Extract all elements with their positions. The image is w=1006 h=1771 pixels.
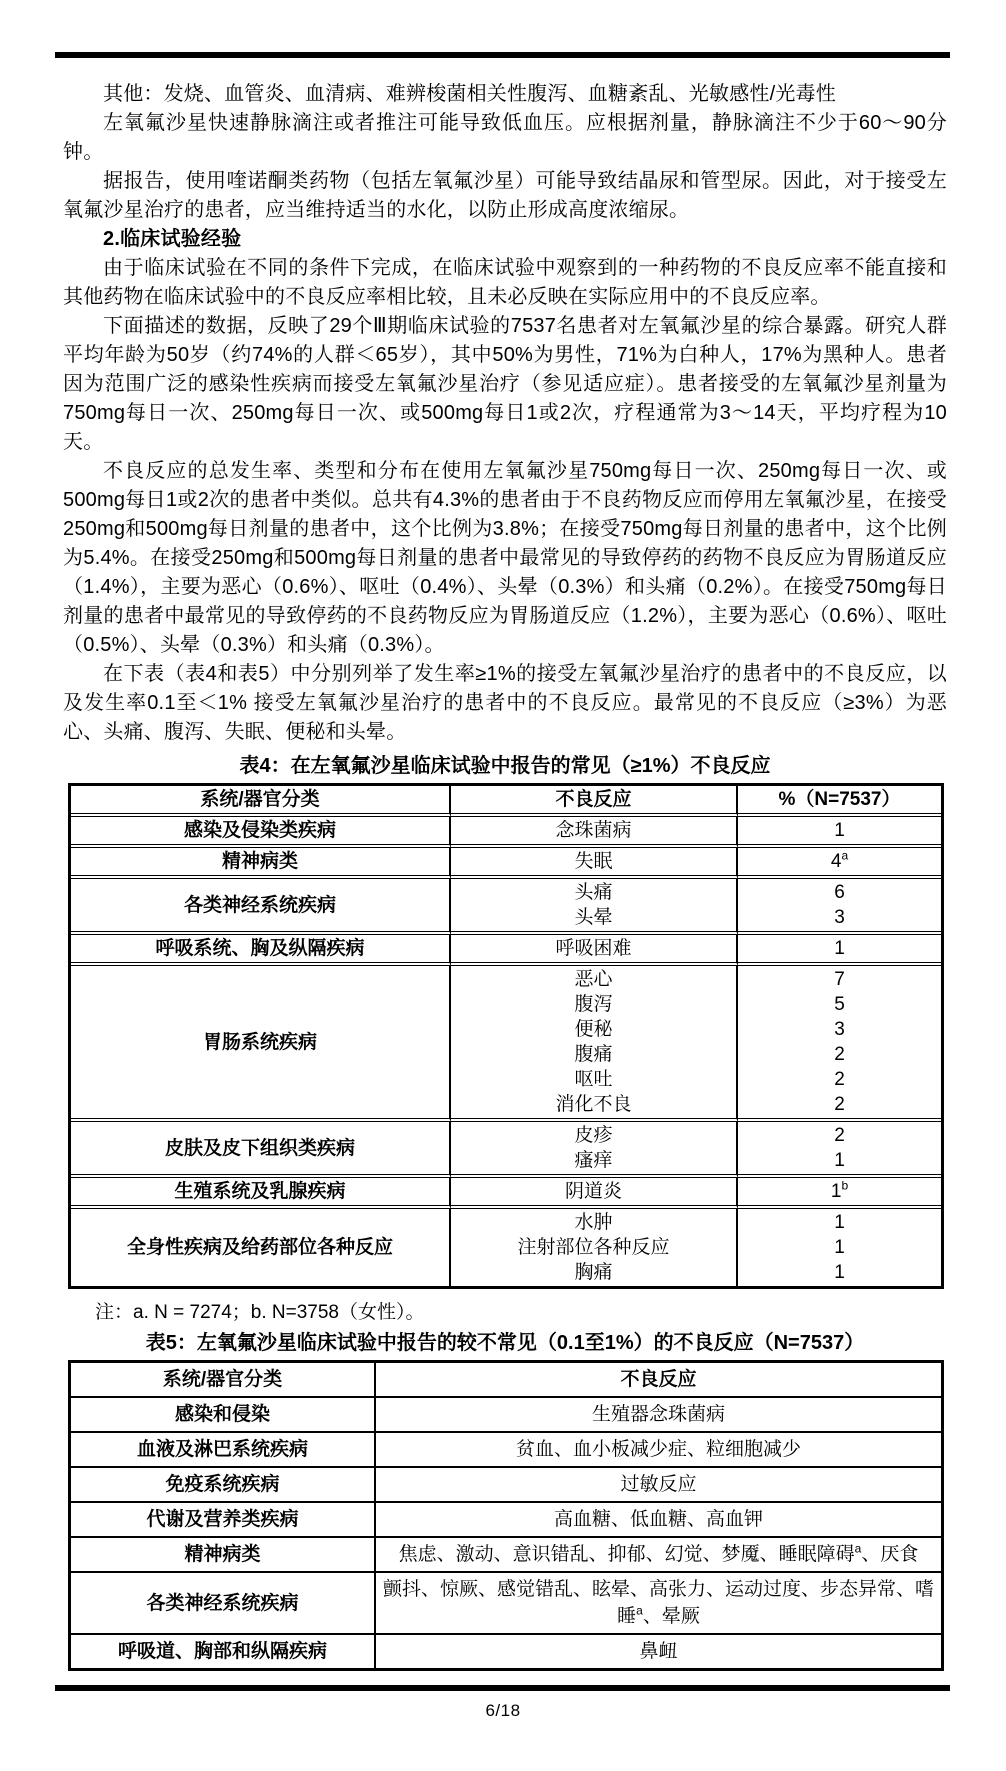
reaction-percent: 1 xyxy=(834,1212,845,1233)
table4-header-system: 系统/器官分类 xyxy=(71,786,451,817)
reaction-name: 呼吸困难 xyxy=(555,938,632,959)
body-paragraph: 其他：发烧、血管炎、血清病、难辨梭菌相关性腹泻、血糖紊乱、光敏感性/光毒性 xyxy=(103,83,836,105)
table-row xyxy=(71,817,941,848)
percent-cell xyxy=(738,1209,941,1286)
reaction-cell xyxy=(451,1178,738,1209)
percent-cell xyxy=(738,1122,941,1178)
reaction-name: 水肿 xyxy=(574,1212,613,1233)
body-paragraphs xyxy=(63,80,947,747)
system-organ-cell: 感染及侵染类疾病 xyxy=(71,817,451,848)
table4-header-percent: %（N=7537） xyxy=(738,786,941,817)
page-content xyxy=(63,80,947,1671)
reaction-cell: 鼻衄 xyxy=(639,1641,678,1662)
reaction-percent: 3 xyxy=(834,907,845,928)
reaction-name: 瘙痒 xyxy=(574,1150,613,1171)
reaction-percent: 3 xyxy=(834,1019,845,1040)
system-organ-cell: 精神病类 xyxy=(71,1538,376,1573)
system-organ-cell: 精神病类 xyxy=(71,848,451,879)
percent-cell xyxy=(738,1178,941,1209)
table5 xyxy=(68,1360,944,1671)
reaction-percent: 5 xyxy=(834,994,845,1015)
body-paragraph: 在下表（表4和表5）中分别列举了发生率≥1%的接受左氧氟沙星治疗的患者中的不良反应，以及发生率0.1至＜1% 接受左氧氟沙星治疗的患者中的不良反应。最常见的不良反应（≥3%）为恶心、头痛、腹泻、失眠、便秘和头晕。 xyxy=(63,663,947,743)
body-paragraph: 不良反应的总发生率、类型和分布在使用左氧氟沙星750mg每日一次、250mg每日一次、或500mg每日1或2次的患者中类似。总共有4.3%的患者由于不良药物反应而停用左氧氟沙星，在接受250mg和500mg每日剂量的患者中，这个比例为3.8%；在接受750mg每日剂量的患者中，这个比例为5.4%。在接受250mg和500mg每日剂量的患者中最常见的导致停药的药物不良反应为胃肠道反应（1.4%），主要为恶心（0.6%）、呕吐（0.4%）、头晕（0.3%）和头痛（0.2%）。在接受750mg每日剂量的患者中最常见的导致停药的不良药物反应为胃肠道反应（1.2%），主要为恶心（0.6%）、呕吐（0.5%）、头晕（0.3%）和头痛（0.3%）。 xyxy=(63,460,947,656)
table4-header-row xyxy=(71,786,941,817)
reaction-name: 恶心 xyxy=(574,969,613,990)
reaction-percent: 1$^b$ xyxy=(830,1178,849,1202)
reaction-percent: 1 xyxy=(834,938,845,959)
reaction-name: 头晕 xyxy=(574,907,613,928)
table5-header-row xyxy=(71,1363,941,1398)
reaction-percent: 1 xyxy=(834,1150,845,1171)
system-organ-cell: 胃肠系统疾病 xyxy=(71,966,451,1122)
reaction-cell: 颤抖、惊厥、感觉错乱、眩晕、高张力、运动过度、步态异常、嗜睡$^a$、晕厥 xyxy=(376,1573,941,1635)
table5-title: 表5：左氧氟沙星临床试验中报告的较不常见（0.1至1%）的不良反应（N=7537） xyxy=(145,1332,865,1354)
system-organ-cell: 各类神经系统疾病 xyxy=(71,1573,376,1635)
reaction-cell: 生殖器念珠菌病 xyxy=(376,1398,941,1433)
bottom-rule xyxy=(55,1685,950,1691)
table4 xyxy=(68,783,944,1289)
reaction-percent: 6 xyxy=(834,882,845,903)
system-organ-cell: 血液及淋巴系统疾病 xyxy=(71,1433,376,1468)
reaction-percent: 1 xyxy=(834,820,845,841)
table4-title: 表4：在左氧氟沙星临床试验中报告的常见（≥1%）不良反应 xyxy=(239,755,771,777)
top-rule xyxy=(55,52,950,58)
reaction-cell xyxy=(451,935,738,966)
reaction-cell: 焦虑、激动、意识错乱、抑郁、幻觉、梦魇、睡眠障碍$^a$、厌食 xyxy=(376,1538,941,1573)
percent-cell xyxy=(738,879,941,935)
system-organ-cell: 免疫系统疾病 xyxy=(71,1468,376,1503)
reaction-cell xyxy=(451,1209,738,1286)
table5-header-system: 系统/器官分类 xyxy=(71,1363,376,1398)
system-organ-cell: 各类神经系统疾病 xyxy=(71,879,451,935)
table-row xyxy=(71,1503,941,1538)
percent-cell xyxy=(738,848,941,879)
percent-cell xyxy=(738,966,941,1122)
table-row xyxy=(71,966,941,1122)
reaction-name: 胸痛 xyxy=(574,1262,613,1283)
table5-header-reaction: 不良反应 xyxy=(376,1363,941,1398)
table-row xyxy=(71,935,941,966)
reaction-name: 念珠菌病 xyxy=(555,820,632,841)
system-organ-cell: 感染和侵染 xyxy=(71,1398,376,1433)
reaction-name: 头痛 xyxy=(574,882,613,903)
reaction-percent: 2 xyxy=(834,1044,845,1065)
reaction-name: 腹痛 xyxy=(574,1044,613,1065)
table4-note: 注：a. N = 7274；b. N=3758（女性）。 xyxy=(95,1302,425,1323)
reaction-percent: 2 xyxy=(834,1125,845,1146)
table-row xyxy=(71,1122,941,1178)
reaction-name: 腹泻 xyxy=(574,994,613,1015)
reaction-cell: 高血糖、低血糖、高血钾 xyxy=(376,1503,941,1538)
reaction-cell: 贫血、血小板减少症、粒细胞减少 xyxy=(376,1433,941,1468)
reaction-cell xyxy=(451,879,738,935)
table-row xyxy=(71,1178,941,1209)
reaction-cell xyxy=(451,848,738,879)
page-number: 6/18 xyxy=(485,1701,521,1720)
body-paragraph: 由于临床试验在不同的条件下完成，在临床试验中观察到的一种药物的不良反应率不能直接和其他药物在临床试验中的不良反应率相比较，且未必反映在实际应用中的不良反应率。 xyxy=(63,257,947,308)
system-organ-cell: 呼吸系统、胸及纵隔疾病 xyxy=(71,935,451,966)
table-row xyxy=(71,1635,941,1668)
system-organ-cell: 全身性疾病及给药部位各种反应 xyxy=(71,1209,451,1286)
reaction-name: 皮疹 xyxy=(574,1125,613,1146)
system-organ-cell: 生殖系统及乳腺疾病 xyxy=(71,1178,451,1209)
table4-header-reaction: 不良反应 xyxy=(451,786,738,817)
system-organ-cell: 皮肤及皮下组织类疾病 xyxy=(71,1122,451,1178)
reaction-percent: 2 xyxy=(834,1069,845,1090)
reaction-name: 便秘 xyxy=(574,1019,613,1040)
system-organ-cell: 呼吸道、胸部和纵隔疾病 xyxy=(71,1635,376,1668)
reaction-cell xyxy=(451,817,738,848)
system-organ-cell: 代谢及营养类疾病 xyxy=(71,1503,376,1538)
table-row xyxy=(71,1538,941,1573)
reaction-name: 呕吐 xyxy=(574,1069,613,1090)
table-row xyxy=(71,1573,941,1635)
reaction-percent: 7 xyxy=(834,969,845,990)
table-row xyxy=(71,1398,941,1433)
reaction-name: 阴道炎 xyxy=(564,1181,622,1202)
table-row xyxy=(71,879,941,935)
percent-cell xyxy=(738,817,941,848)
reaction-percent: 2 xyxy=(834,1094,845,1115)
reaction-cell xyxy=(451,966,738,1122)
reaction-name: 失眠 xyxy=(574,851,613,872)
body-paragraph: 下面描述的数据，反映了29个Ⅲ期临床试验的7537名患者对左氧氟沙星的综合暴露。研究人群平均年龄为50岁（约74%的人群＜65岁），其中50%为男性，71%为白种人，17%为黑种人。患者因为范围广泛的感染性疾病而接受左氧氟沙星治疗（参见适应症）。患者接受的左氧氟沙星剂量为750mg每日一次、250mg每日一次、或500mg每日1或2次，疗程通常为3～14天，平均疗程为10天。 xyxy=(63,315,947,453)
reaction-name: 注射部位各种反应 xyxy=(517,1237,670,1258)
table-row xyxy=(71,848,941,879)
reaction-name: 消化不良 xyxy=(555,1094,632,1115)
body-paragraph: 据报告，使用喹诺酮类药物（包括左氧氟沙星）可能导致结晶尿和管型尿。因此，对于接受左氧氟沙星治疗的患者，应当维持适当的水化，以防止形成高度浓缩尿。 xyxy=(63,170,947,221)
percent-cell xyxy=(738,935,941,966)
table-row xyxy=(71,1209,941,1286)
document-page xyxy=(0,52,1006,1771)
body-paragraph: 左氧氟沙星快速静脉滴注或者推注可能导致低血压。应根据剂量，静脉滴注不少于60～90分钟。 xyxy=(63,112,947,163)
reaction-cell: 过敏反应 xyxy=(376,1468,941,1503)
reaction-percent: 1 xyxy=(834,1237,845,1258)
reaction-cell xyxy=(451,1122,738,1178)
reaction-percent: 4$^a$ xyxy=(830,848,849,872)
table-row xyxy=(71,1468,941,1503)
reaction-percent: 1 xyxy=(834,1262,845,1283)
section-heading: 2.临床试验经验 xyxy=(103,228,242,250)
table-row xyxy=(71,1433,941,1468)
